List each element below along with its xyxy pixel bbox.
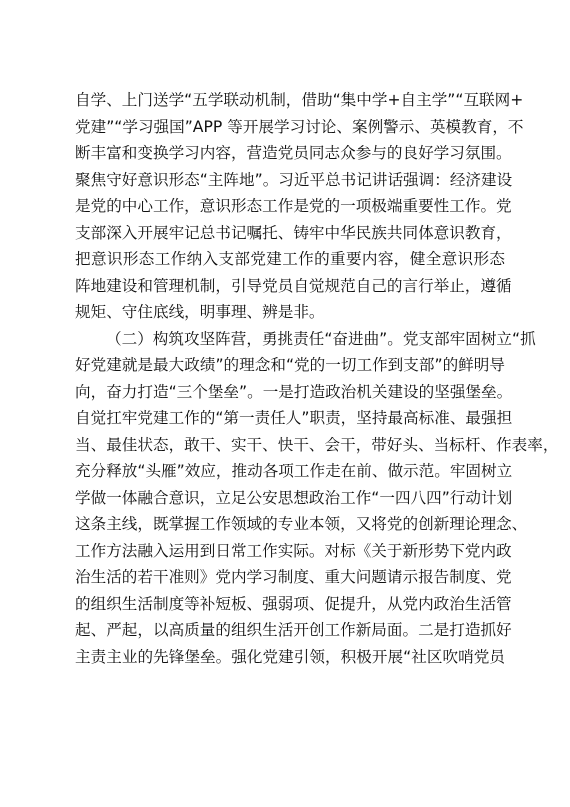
- text-line: 把意识形态工作纳入支部党建工作的重要内容，健全意识形态: [75, 250, 505, 268]
- text-line: 党建”“学习强国”APP 等开展学习讨论、案例警示、英模教育，不: [75, 117, 524, 136]
- text-line: 规矩、守住底线，明事理、辨是非。: [75, 303, 325, 321]
- text-line: 学做一体融合意识，立足公安思想政治工作“一四八四”行动计划: [75, 488, 513, 507]
- text-line: 自觉扛牢党建工作的“第一责任人”职责，坚持最高标准、最强担: [75, 409, 513, 427]
- text-line: 好党建就是最大政绩”的理念和“党的一切工作到支部”的鲜明导: [75, 356, 505, 374]
- text-line: 充分释放“头雁”效应，推动各项工作走在前、做示范。牢固树立: [75, 462, 513, 480]
- text-line: 治生活的若干准则》党内学习制度、重大问题请示报告制度、党: [75, 568, 512, 586]
- body-text: [75, 87, 559, 670]
- text-line: 当、最佳状态，敢干、实干、快干、会干，带好头、当标杆、作表率，: [75, 435, 559, 454]
- text-line: 起、严起，以高质量的组织生活开创工作新局面。二是打造抓好: [75, 621, 512, 639]
- text-line: 阵地建设和管理机制，引导党员自觉规范自己的言行举止，遵循: [75, 276, 512, 295]
- text-line: 聚焦守好意识形态“主阵地”。习近平总书记讲话强调：经济建设: [75, 170, 513, 189]
- text-line: 断丰富和变换学习内容，营造党员同志众参与的良好学习氛围。: [75, 144, 512, 162]
- text-line: （二）构筑攻坚阵营，勇挑责任“奋进曲”。党支部牢固树立“抓: [106, 329, 536, 348]
- text-line: 的组织生活制度等补短板、强弱项、促提升，从党内政治生活管: [75, 594, 512, 613]
- text-line: 支部深入开展牢记总书记嘱托、铸牢中华民族共同体意识教育，: [75, 223, 512, 242]
- text-line: 工作方法融入运用到日常工作实际。对标《关于新形势下党内政: [75, 541, 512, 560]
- text-line: 主责主业的先锋堡垒。强化党建引领，积极开展“社区吹哨党员: [75, 647, 505, 666]
- text-line: 向，奋力打造“三个堡垒”。一是打造政治机关建设的坚强堡垒。: [75, 382, 513, 401]
- text-line: 这条主线，既掌握工作领域的专业本领，又将党的创新理论理念、: [75, 515, 528, 533]
- text-line: 自学、上门送学“五学联动机制，借助“集中学+自主学”“互联网+: [75, 91, 524, 109]
- text-line: 是党的中心工作，意识形态工作是党的一项极端重要性工作。党: [75, 197, 512, 215]
